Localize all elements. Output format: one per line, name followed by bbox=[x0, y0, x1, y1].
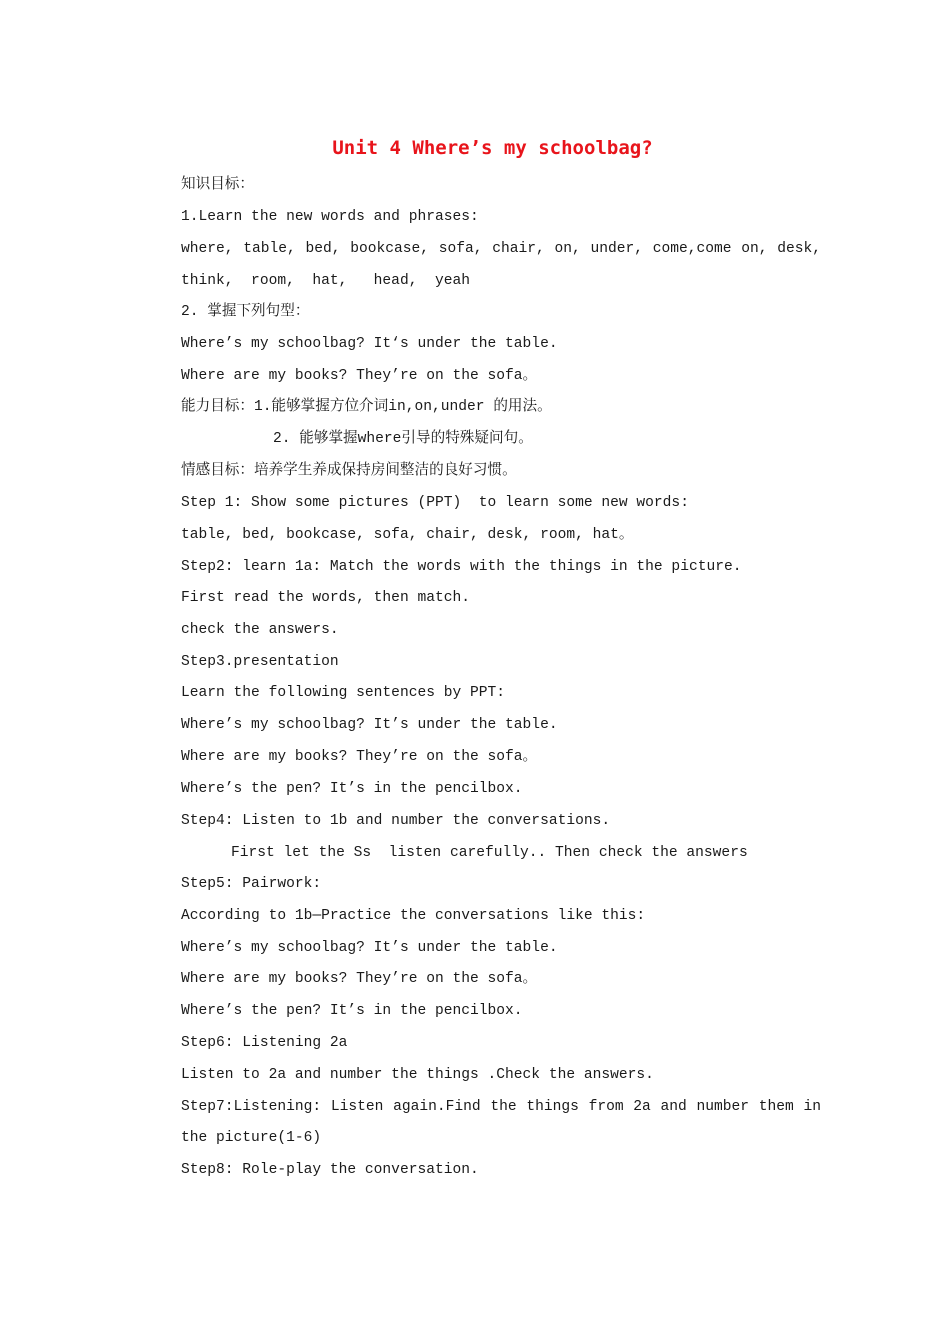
text-line: the picture(1-6) bbox=[181, 1130, 322, 1146]
text-line: Step4: Listen to 1b and number the conversations. bbox=[181, 813, 611, 829]
text-line: Where’s my schoolbag? It’s under the table. bbox=[181, 940, 558, 956]
text-line: Where’s the pen? It’s in the pencilbox. bbox=[181, 1003, 523, 1019]
text-line: 2. 能够掌握where引导的特殊疑问句。 bbox=[273, 431, 533, 447]
text-line: Step 1: Show some pictures (PPT) to learn some new words: bbox=[181, 495, 689, 511]
text-line: 1.Learn the new words and phrases: bbox=[181, 209, 479, 225]
text-line: Where are my books? They’re on the sofa。 bbox=[181, 368, 538, 384]
text-line: Step7:Listening: Listen again.Find the things from 2a and number them in bbox=[181, 1099, 821, 1115]
text-line: Where are my books? They’re on the sofa。 bbox=[181, 971, 538, 987]
text-line: Step6: Listening 2a bbox=[181, 1035, 348, 1051]
text-line: First let the Ss listen carefully.. Then check the answers bbox=[231, 845, 748, 861]
text-line: 知识目标： bbox=[181, 177, 254, 193]
text-line: Step2: learn 1a: Match the words with the things in the picture. bbox=[181, 559, 742, 575]
text-line: 2. 掌握下列句型： bbox=[181, 304, 310, 320]
text-line: Where are my books? They’re on the sofa。 bbox=[181, 749, 538, 765]
text-line: think, room, hat, head, yeah bbox=[181, 273, 471, 289]
text-line: Where’s my schoolbag? It’s under the table. bbox=[181, 717, 558, 733]
text-line: According to 1b—Practice the conversations like this: bbox=[181, 908, 646, 924]
document-title: Unit 4 Where’s my schoolbag? bbox=[332, 137, 653, 159]
text-line: check the answers. bbox=[181, 622, 339, 638]
text-line: Learn the following sentences by PPT: bbox=[181, 685, 506, 701]
text-line: where, table, bed, bookcase, sofa, chair, on, under, come,come on, desk, bbox=[181, 241, 821, 257]
text-line: Step5: Pairwork: bbox=[181, 876, 322, 892]
text-line: 情感目标：培养学生养成保持房间整洁的良好习惯。 bbox=[181, 463, 517, 479]
text-line: Step3.presentation bbox=[181, 654, 339, 670]
text-line: Listen to 2a and number the things .Check the answers. bbox=[181, 1067, 654, 1083]
text-line: First read the words, then match. bbox=[181, 590, 471, 606]
text-line: Where’s the pen? It’s in the pencilbox. bbox=[181, 781, 523, 797]
text-line: table, bed, bookcase, sofa, chair, desk, room, hat。 bbox=[181, 527, 634, 543]
text-line: Where’s my schoolbag? It‘s under the table. bbox=[181, 336, 558, 352]
text-line: Step8: Role-play the conversation. bbox=[181, 1162, 479, 1178]
text-line: 能力目标：1.能够掌握方位介词in,on,under 的用法。 bbox=[181, 399, 552, 415]
